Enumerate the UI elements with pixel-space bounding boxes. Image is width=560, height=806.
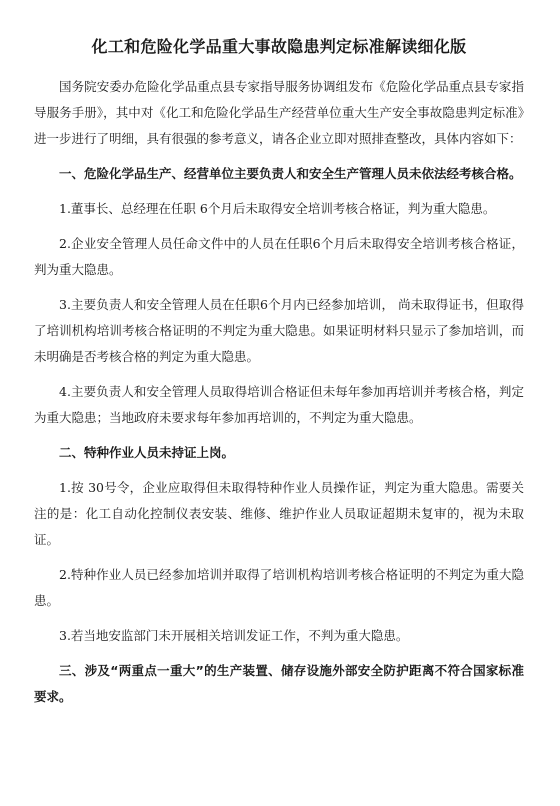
intro-paragraph: 国务院安委办危险化学品重点县专家指导服务协调组发布《危险化学品重点县专家指导服务手册》，其中对《化工和危险化学品生产经营单位重大生产安全事故隐患判定标准》进一步进行了明细，具有很强的参考意义，请各企业立即对照排查整改，具体内容如下： [34, 79, 524, 146]
section-3-heading: 三、涉及“两重点一重大”的生产装置、储存设施外部安全防护距离不符合国家标准要求。 [34, 663, 524, 704]
section-1-item-4: 4.主要负责人和安全管理人员取得培训合格证但未每年参加再培训并考核合格，判定为重大隐患；当地政府未要求每年参加再培训的，不判定为重大隐患。 [34, 384, 524, 425]
section-2-item-3: 3.若当地安监部门未开展相关培训发证工作，不判为重大隐患。 [59, 628, 409, 643]
document-title: 化工和危险化学品重大事故隐患判定标准解读细化版 [91, 37, 467, 56]
section-1-heading: 一、危险化学品生产、经营单位主要负责人和安全生产管理人员未依法经考核合格。 [59, 166, 522, 181]
section-1-item-3: 3.主要负责人和安全管理人员在任职6个月内已经参加培训， 尚未取得证书，但取得了培训机构培训考核合格证明的不判定为重大隐患。如果证明材料只显示了参加培训，而未明确是否考核合格的判定为重大隐患。 [34, 297, 524, 364]
section-1-item-1: 1.董事长、总经理在任职 6个月后未取得安全培训考核合格证，判为重大隐患。 [59, 201, 496, 216]
section-2-item-2: 2.特种作业人员已经参加培训并取得了培训机构培训考核合格证明的不判定为重大隐患。 [34, 567, 524, 608]
section-2-item-1: 1.按 30号令，企业应取得但未取得特种作业人员操作证，判定为重大隐患。需要关注的是：化工自动化控制仪表安装、维修、维护作业人员取证超期未复审的，视为未取证。 [34, 480, 524, 547]
section-1-item-2: 2.企业安全管理人员任命文件中的人员在任职6个月后未取得安全培训考核合格证，判为重大隐患。 [34, 236, 524, 277]
section-2-heading: 二、特种作业人员未持证上岗。 [59, 445, 235, 460]
